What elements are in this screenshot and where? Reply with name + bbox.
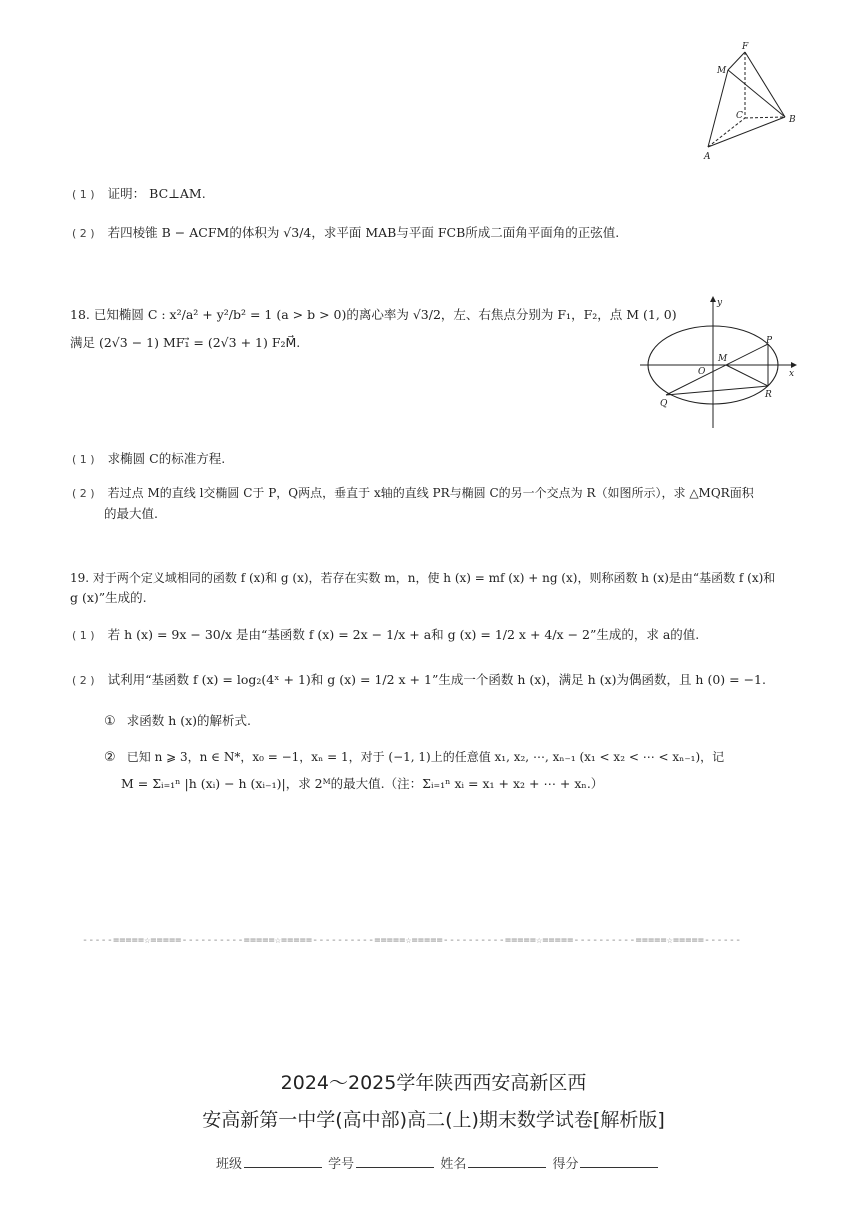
q19-sub1-mark: ① <box>104 714 116 729</box>
name-label: 姓名 <box>440 1157 467 1172</box>
ellipse-label-y: y <box>717 298 723 308</box>
q19-stem-line2: g (x)”生成的. <box>70 590 147 605</box>
pyramid-label-a: A <box>704 152 711 162</box>
q19-part2 <box>72 669 766 690</box>
pyramid-label-c: C <box>736 111 743 121</box>
ellipse-label-x: x <box>789 369 795 379</box>
q18-part2-label: ( 2 ) <box>72 487 95 500</box>
q18-part1-text: 求椭圆 C的标准方程. <box>107 451 226 466</box>
ellipse-label-m: M <box>718 354 728 364</box>
pyramid-figure <box>700 40 800 165</box>
q19-stem-line1: 19. 对于两个定义域相同的函数 f (x)和 g (x)，若存在实数 m，n，使 h (x) = mf (x) + ng (x)，则称函数 h (x)是由“基函数 f (x)和 <box>70 571 776 585</box>
id-label: 学号 <box>328 1157 355 1172</box>
q17-part1-label: ( 1 ) <box>72 188 95 201</box>
q18-part1 <box>72 448 225 469</box>
q19-part1-label: ( 1 ) <box>72 629 95 642</box>
class-label: 班级 <box>216 1157 243 1172</box>
q18-part2-text-line2: 的最大值. <box>104 506 158 521</box>
q18-part2 <box>72 482 754 503</box>
q17-part1-text: 证明： BC⊥AM. <box>107 186 206 201</box>
q19-sub2-line2: M = Σᵢ₌₁ⁿ |h (xᵢ) − h (xᵢ₋₁)|，求 2ᴹ的最大值.（注：Σᵢ₌₁ⁿ xᵢ = x₁ + x₂ + ⋯ + xₙ.） <box>121 776 604 791</box>
pyramid-label-m: M <box>717 66 727 76</box>
name-field[interactable] <box>468 1155 546 1168</box>
ellipse-label-q: Q <box>660 399 668 409</box>
q19-sub1 <box>104 710 251 731</box>
q18-part1-label: ( 1 ) <box>72 453 95 466</box>
q19-part1-text: 若 h (x) = 9x − 30/x 是由“基函数 f (x) = 2x − 1/x + a和 g (x) = 1/2 x + 4/x − 2”生成的，求 a的值. <box>107 627 700 642</box>
q19-sub1-text: 求函数 h (x)的解析式. <box>126 713 252 728</box>
score-label: 得分 <box>552 1157 579 1172</box>
q17-part2-label: ( 2 ) <box>72 227 95 240</box>
q19-part2-label: ( 2 ) <box>72 674 95 687</box>
q18-stem-line1: 18. 已知椭圆 C : x²/a² + y²/b² = 1 (a > b > 0)的离心率为 √3/2，左、右焦点分别为 F₁，F₂，点 M (1, 0) <box>70 307 677 322</box>
q17-part2 <box>72 222 619 243</box>
q18-part2-text-line1: 若过点 M的直线 l交椭圆 C于 P，Q两点，垂直于 x轴的直线 PR与椭圆 C的另一个交点为 R（如图所示），求 △MQR面积 <box>107 486 754 500</box>
ellipse-label-r: R <box>765 390 772 400</box>
q19-part1 <box>72 624 699 645</box>
q19-sub2-mark: ② <box>104 750 116 765</box>
id-field[interactable] <box>356 1155 434 1168</box>
q19-sub2 <box>104 746 724 767</box>
class-field[interactable] <box>244 1155 322 1168</box>
pyramid-label-f: F <box>742 42 749 52</box>
ellipse-figure <box>638 292 808 432</box>
q17-part2-text: 若四棱锥 B − ACFM的体积为 √3/4，求平面 MAB与平面 FCB所成二面角平面角的正弦值. <box>107 225 620 240</box>
q19-sub2-line1: 已知 n ⩾ 3，n ∈ N*，x₀ = −1，xₙ = 1，对于 (−1, 1)上的任意值 x₁, x₂, ⋯, xₙ₋₁ (x₁ < x₂ < ⋯ < xₙ₋₁)，记 <box>126 750 725 764</box>
q17-part1 <box>72 183 206 204</box>
q18-stem-line2: 满足 (2√3 − 1) MF₁⃗ = (2√3 + 1) F₂M⃗. <box>70 335 301 350</box>
pyramid-label-b: B <box>789 115 796 125</box>
q19-part2-text: 试利用“基函数 f (x) = log₂(4ˣ + 1)和 g (x) = 1/2 x + 1”生成一个函数 h (x)，满足 h (x)为偶函数，且 h (0) = −1. <box>107 672 766 687</box>
ellipse-label-o: O <box>698 367 706 377</box>
page-separator: -----=====☆=====----------=====☆=====----------=====☆=====----------=====☆=====----------=====☆=====------ <box>82 935 742 946</box>
score-field[interactable] <box>580 1155 658 1168</box>
student-info-row <box>216 1153 660 1172</box>
exam-title-line2: 安高新第一中学(高中部)高二(上)期末数学试卷[解析版] <box>202 1109 665 1131</box>
exam-title-line1: 2024～2025学年陕西西安高新区西 <box>280 1072 587 1094</box>
ellipse-label-p: P <box>766 336 773 346</box>
